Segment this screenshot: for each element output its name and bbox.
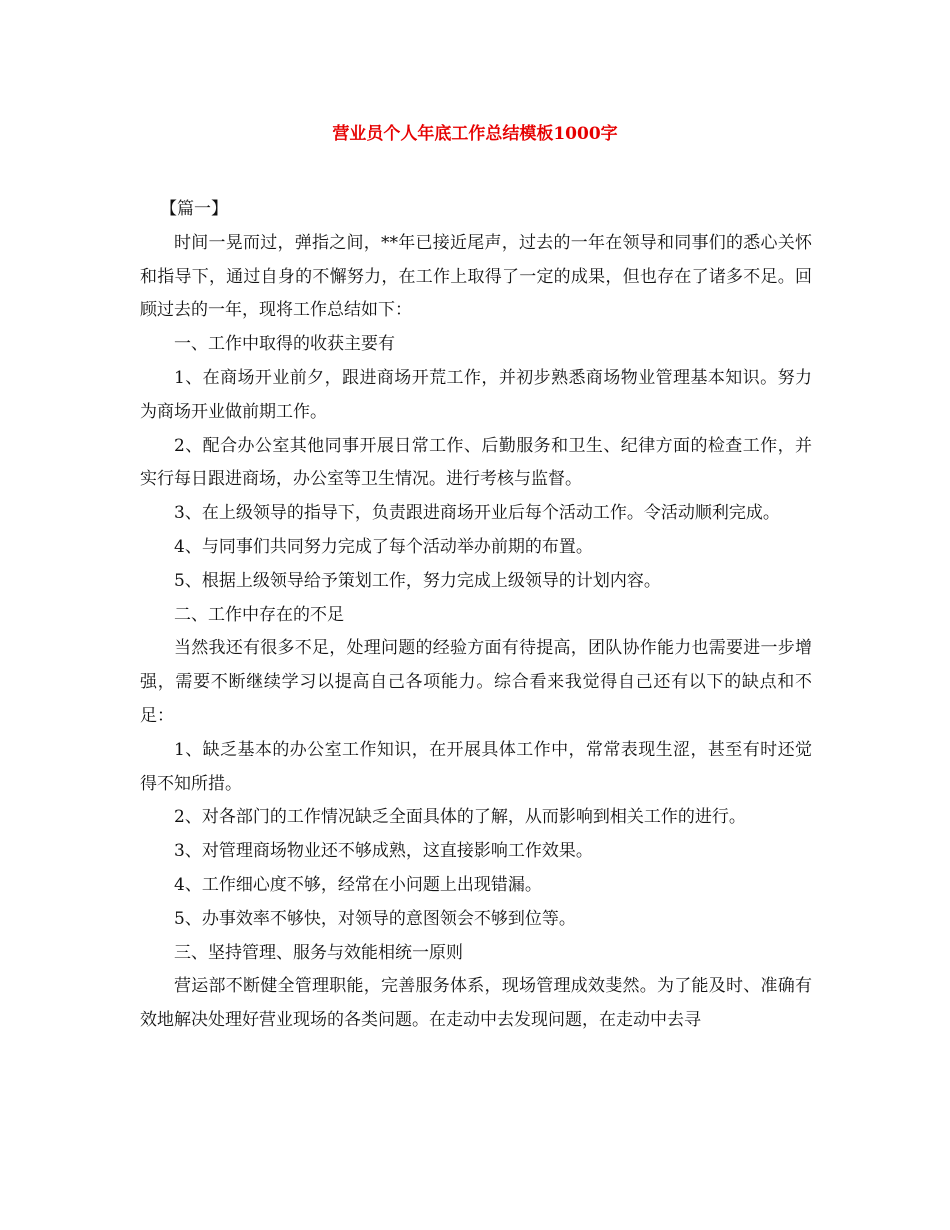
achievement-item: 5、根据上级领导给予策划工作，努力完成上级领导的计划内容。 [174,570,661,591]
principles-paragraph: 营运部不断健全管理职能，完善服务体系，现场管理成效斐然。为了能及时、准确有效地解决处理好营业现场的各类问题。在走动中去发现问题，在走动中去寻 [140,976,812,1031]
shortcoming-item: 1、缺乏基本的办公室工作知识，在开展具体工作中，常常表现生涩，甚至有时还觉得不知所措。 [140,739,812,794]
shortcomings-intro: 当然我还有很多不足，处理问题的经验方面有待提高，团队协作能力也需要进一步增强，需要不断继续学习以提高自己各项能力。综合看来我觉得自己还有以下的缺点和不足： [140,638,812,726]
achievement-item: 1、在商场开业前夕，跟进商场开荒工作，并初步熟悉商场物业管理基本知识。努力为商场开业做前期工作。 [140,367,812,422]
achievement-item: 3、在上级领导的指导下，负责跟进商场开业后每个活动工作。令活动顺利完成。 [174,503,780,524]
shortcoming-item: 4、工作细心度不够，经常在小问题上出现错漏。 [174,874,542,895]
heading-principles: 三、坚持管理、服务与效能相统一原则 [174,942,463,963]
section-tag: 【篇一】 [160,199,228,219]
heading-shortcomings: 二、工作中存在的不足 [174,604,344,625]
shortcoming-item: 2、对各部门的工作情况缺乏全面具体的了解，从而影响到相关工作的进行。 [174,807,746,828]
shortcoming-item: 5、办事效率不够快，对领导的意图领会不够到位等。 [174,908,576,929]
heading-achievements: 一、工作中取得的收获主要有 [174,334,395,355]
document-body [140,193,812,1038]
shortcoming-item: 3、对管理商场物业还不够成熟，这直接影响工作效果。 [174,841,593,862]
achievement-item: 4、与同事们共同努力完成了每个活动举办前期的布置。 [174,536,593,557]
document-title: 营业员个人年底工作总结模板1000字 [332,124,618,144]
achievement-item: 2、配合办公室其他同事开展日常工作、后勤服务和卫生、纪律方面的检查工作，并实行每日跟进商场，办公室等卫生情况。进行考核与监督。 [140,435,812,490]
intro-paragraph: 时间一晃而过，弹指之间，**年已接近尾声，过去的一年在领导和同事们的悉心关怀和指导下，通过自身的不懈努力，在工作上取得了一定的成果，但也存在了诸多不足。回顾过去的一年，现将工作总结如下： [140,232,812,321]
